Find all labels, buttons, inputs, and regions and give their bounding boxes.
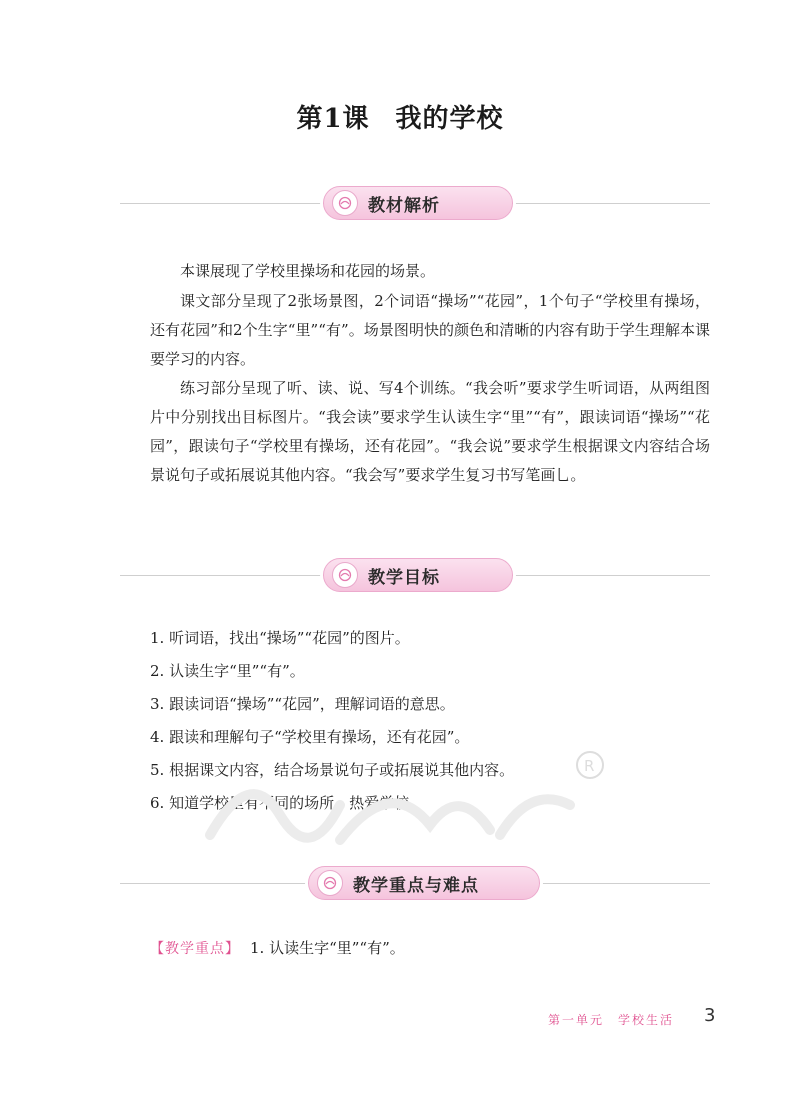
page-title	[0, 98, 800, 135]
lesson-number: 第1课	[296, 104, 370, 134]
goal-item: 2. 认读生字“里”“有”。	[150, 662, 305, 680]
goal-item: 3. 跟读词语“操场”“花园”，理解词语的意思。	[150, 695, 455, 713]
key-point-row	[150, 936, 405, 961]
analysis-paragraph-2: 课文部分呈现了2张场景图，2个词语“操场”“花园”，1个句子“学校里有操场，还有花园”和2个生字“里”“有”。场景图明快的颜色和清晰的内容有助于学生理解本课要学习的内容。	[150, 292, 710, 368]
flower-icon	[332, 190, 358, 216]
section-header-goals	[120, 558, 710, 594]
flower-icon	[317, 870, 343, 896]
goal-item: 6. 知道学校里有不同的场所，热爱学校。	[150, 794, 425, 812]
footer-unit: 第一单元 学校生活	[548, 1013, 675, 1027]
analysis-paragraph-1: 本课展现了学校里操场和花园的场景。	[180, 262, 436, 280]
publisher-watermark	[190, 745, 610, 865]
goal-item: 4. 跟读和理解句子“学校里有操场，还有花园”。	[150, 728, 470, 746]
section-pill	[308, 866, 540, 900]
section-header-key-points	[120, 866, 710, 902]
section-label: 教学目标	[368, 567, 440, 588]
goal-item: 5. 根据课文内容，结合场景说句子或拓展说其他内容。	[150, 761, 515, 779]
section-label: 教材解析	[368, 195, 440, 216]
key-point-text: 1. 认读生字“里”“有”。	[250, 939, 405, 957]
section-header-analysis	[120, 186, 710, 222]
section-pill	[323, 558, 513, 592]
key-point-tag: 【教学重点】	[150, 941, 240, 957]
goal-item: 1. 听词语，找出“操场”“花园”的图片。	[150, 629, 410, 647]
page-number: 3	[704, 1005, 716, 1026]
svg-text:R: R	[584, 757, 595, 775]
section-pill	[323, 186, 513, 220]
lesson-name: 我的学校	[395, 104, 504, 134]
flower-icon	[332, 562, 358, 588]
analysis-paragraph-3: 练习部分呈现了听、读、说、写4个训练。“我会听”要求学生听词语，从两组图片中分别找出目标图片。“我会读”要求学生认读生字“里”“有”，跟读词语“操场”“花园”，跟读句子“学校里有操场，还有花园”。“我会说”要求学生根据课文内容结合场景说句子或拓展说其他内容。“我会写”要求学生复习书写笔画乚。	[150, 379, 710, 484]
section-label: 教学重点与难点	[353, 875, 479, 896]
